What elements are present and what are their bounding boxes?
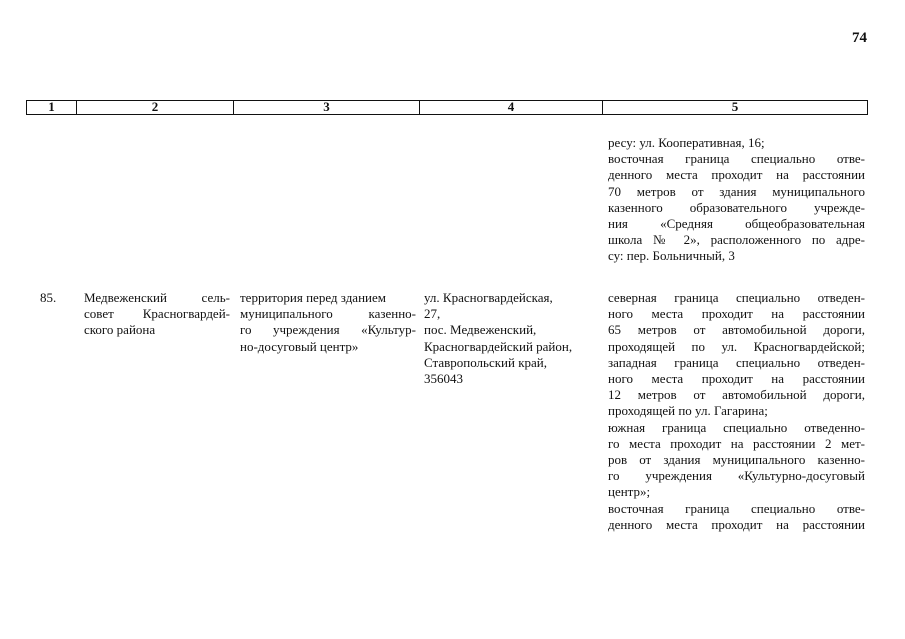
- table-header-row: [26, 100, 868, 115]
- text-line: Ставропольский край,: [424, 354, 547, 370]
- text-line: проходящей по ул. Красногвардейской;: [608, 338, 865, 354]
- text-line: 12 метров от автомобильной дороги,: [608, 387, 865, 403]
- text-line: территория перед зданием: [240, 290, 386, 305]
- text-line: ского района: [84, 322, 156, 338]
- row-address-cell: [424, 290, 600, 387]
- text-line: ния «Средняя общеобразовательная: [608, 216, 865, 232]
- text-line: денного места проходит на расстоянии: [608, 516, 865, 532]
- header-cell-4: 4: [420, 101, 603, 114]
- row-municipality-cell: [84, 290, 230, 339]
- text-line: ного места проходит на расстоянии: [608, 371, 865, 387]
- text-line: муниципального казенно-: [240, 306, 416, 322]
- header-cell-1: 1: [27, 101, 77, 114]
- text-line: су: пер. Больничный, 3: [608, 248, 735, 264]
- page-number: 74: [852, 30, 867, 46]
- row-boundaries-cell: [608, 290, 865, 533]
- text-line: ров от здания муниципального казенно-: [608, 452, 865, 468]
- header-cell-3: 3: [234, 101, 420, 114]
- text-line: ресу: ул. Кооперативная, 16;: [608, 135, 765, 150]
- text-line: го учреждения «Культурно-досуговый: [608, 468, 865, 484]
- text-line: пос. Медвеженский,: [424, 322, 537, 338]
- text-line: го места проходит на расстоянии 2 мет-: [608, 435, 865, 451]
- text-line: восточная граница специально отве-: [608, 500, 865, 516]
- text-line: восточная граница специально отве-: [608, 151, 865, 167]
- text-line: но-досуговый центр»: [240, 338, 359, 354]
- text-line: 27,: [424, 306, 441, 322]
- text-line: проходящей по ул. Гагарина;: [608, 403, 768, 419]
- text-line: центр»;: [608, 484, 651, 500]
- text-line: школа № 2», расположенного по адре-: [608, 232, 865, 248]
- text-line: казенного образовательного учрежде-: [608, 199, 865, 215]
- header-cell-5: 5: [731, 99, 739, 114]
- text-line: 356043: [424, 371, 463, 387]
- text-line: го учреждения «Культур-: [240, 322, 416, 338]
- row-territory-cell: [240, 290, 416, 355]
- text-line: совет Красногвардей-: [84, 306, 230, 322]
- text-line: денного места проходит на расстоянии: [608, 167, 865, 183]
- text-line: 70 метров от здания муниципального: [608, 183, 865, 199]
- text-line: ного места проходит на расстоянии: [608, 306, 865, 322]
- text-line: ул. Красногвардейская,: [424, 290, 553, 305]
- continuation-cell: [608, 135, 865, 265]
- text-line: 65 метров от автомобильной дороги,: [608, 322, 865, 338]
- header-cell-2: 2: [77, 101, 234, 114]
- text-line: Медвеженский сель-: [84, 290, 230, 305]
- text-line: западная граница специально отведен-: [608, 354, 865, 370]
- text-line: Красногвардейский район,: [424, 338, 573, 354]
- text-line: южная граница специально отведенно-: [608, 419, 865, 435]
- text-line: северная граница специально отведен-: [608, 290, 865, 305]
- row-number: 85.: [40, 290, 57, 305]
